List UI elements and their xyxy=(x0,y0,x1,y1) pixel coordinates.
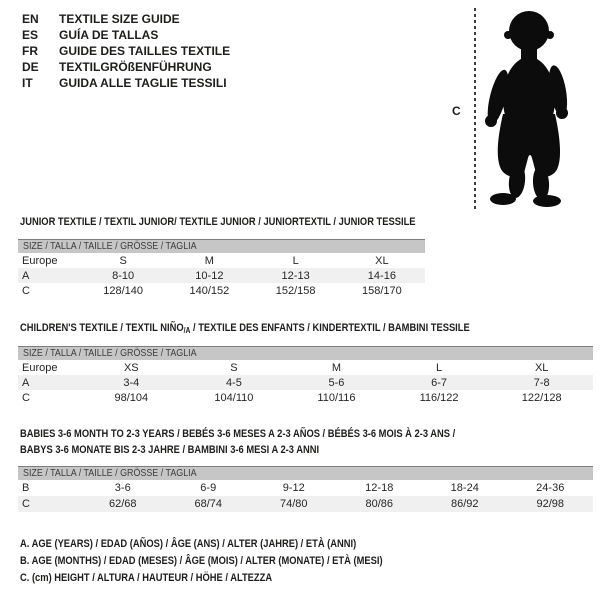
table-row xyxy=(18,480,593,496)
junior-size-table xyxy=(18,239,425,298)
table-row xyxy=(18,283,425,298)
language-code: IT xyxy=(22,76,33,90)
table-cell: 6-9 xyxy=(200,482,217,494)
language-title: GUIDE DES TAILLES TEXTILE xyxy=(59,44,231,58)
size-header-text: SIZE / TALLA / TAILLE / GRÖSSE / TAGLIA xyxy=(23,347,197,359)
table-cell: 158/170 xyxy=(361,284,402,297)
children-size-table xyxy=(18,346,593,405)
title-text-pre: CHILDREN'S TEXTILE / TEXTIL NIÑO xyxy=(20,322,184,334)
title-text-line2: BABYS 3-6 MONATE BIS 2-3 JAHRE / BAMBINI 3-6 MESI A 2-3 ANNI xyxy=(20,444,320,456)
table-cell: 152/158 xyxy=(275,284,316,297)
junior-table-title xyxy=(20,216,485,228)
table-cell: 14-16 xyxy=(367,269,396,282)
table-row xyxy=(18,253,425,268)
row-label: C xyxy=(22,391,30,404)
babies-size-table xyxy=(18,466,593,512)
language-title: TEXTILGRÖßENFÜHRUNG xyxy=(59,60,212,74)
table-cell: XL xyxy=(534,361,549,374)
table-cell: 140/152 xyxy=(189,284,230,297)
title-text-subscript: /A xyxy=(183,326,191,335)
table-row xyxy=(18,268,425,283)
size-header-text: SIZE / TALLA / TAILLE / GRÖSSE / TAGLIA xyxy=(23,467,197,479)
babies-table-title xyxy=(20,426,532,458)
table-cell: 12-13 xyxy=(281,269,310,282)
title-text xyxy=(20,322,470,335)
table-cell: 86/92 xyxy=(450,498,479,510)
table-cell: M xyxy=(331,361,342,374)
height-measure-dotted-line xyxy=(474,8,476,209)
table-cell: 6-7 xyxy=(431,376,448,389)
size-header-text: SIZE / TALLA / TAILLE / GRÖSSE / TAGLIA xyxy=(23,240,197,252)
language-title: GUIDA ALLE TAGLIE TESSILI xyxy=(59,76,227,90)
table-cell: 24-36 xyxy=(536,482,565,494)
table-cell: 98/104 xyxy=(114,391,149,404)
language-row xyxy=(22,11,230,27)
row-label: A xyxy=(22,269,30,282)
legend-line-c xyxy=(20,570,447,587)
language-row xyxy=(22,59,230,75)
table-cell: 92/98 xyxy=(536,498,565,510)
baby-silhouette-icon xyxy=(483,9,575,209)
table-cell: 116/122 xyxy=(419,391,459,404)
language-code: FR xyxy=(22,44,38,58)
legend-line-b xyxy=(20,553,447,570)
title-text-post: / TEXTILE DES ENFANTS / KINDERTEXTIL / BAMBINI TESSILE xyxy=(190,322,470,334)
language-title: GUÍA DE TALLAS xyxy=(59,28,159,42)
table-cell: S xyxy=(230,361,238,374)
babies-table xyxy=(18,480,593,512)
table-cell: L xyxy=(292,254,299,267)
table-cell: 110/116 xyxy=(317,391,356,404)
language-row xyxy=(22,75,230,91)
table-cell: 7-8 xyxy=(533,376,550,389)
row-label: C xyxy=(22,284,30,297)
table-cell: 5-6 xyxy=(328,376,345,389)
table-row xyxy=(18,360,593,375)
table-cell: XS xyxy=(123,361,139,374)
table-cell: 10-12 xyxy=(195,269,224,282)
measurement-legend xyxy=(20,536,447,587)
legend-text: C. (cm) HEIGHT / ALTURA / HAUTEUR / HÖHE / ALTEZZA xyxy=(20,572,273,584)
children-table-title xyxy=(20,322,549,335)
language-code: ES xyxy=(22,28,39,42)
table-cell: 128/140 xyxy=(103,284,143,297)
height-measure-label-c: C xyxy=(452,104,461,118)
table-cell: 80/86 xyxy=(365,498,394,510)
table-cell: 122/128 xyxy=(521,391,562,404)
language-row xyxy=(22,27,230,43)
table-cell: 18-24 xyxy=(450,482,479,494)
row-label: A xyxy=(22,376,30,389)
table-cell: 9-12 xyxy=(282,482,305,494)
junior-table xyxy=(18,253,425,298)
row-label: Europe xyxy=(22,361,58,374)
size-header-bar xyxy=(18,346,593,360)
language-title: TEXTILE SIZE GUIDE xyxy=(59,12,180,26)
size-header-bar xyxy=(18,466,593,480)
table-cell: 8-10 xyxy=(112,269,135,282)
row-label: Europe xyxy=(22,254,58,267)
table-row xyxy=(18,390,593,405)
title-text: JUNIOR TEXTILE / TEXTIL JUNIOR/ TEXTILE JUNIOR / JUNIORTEXTIL / JUNIOR TESSILE xyxy=(20,216,416,228)
language-title-list xyxy=(22,11,230,91)
table-cell: XL xyxy=(375,254,389,267)
table-cell: 68/74 xyxy=(194,498,223,510)
table-row xyxy=(18,375,593,390)
table-cell: 62/68 xyxy=(108,498,137,510)
table-cell: 4-5 xyxy=(225,376,242,389)
table-cell: 3-6 xyxy=(114,482,131,494)
table-row xyxy=(18,496,593,512)
table-cell: 104/110 xyxy=(214,391,254,404)
table-cell: 12-18 xyxy=(365,482,394,494)
legend-text: A. AGE (YEARS) / EDAD (AÑOS) / ÂGE (ANS) / ALTER (JAHRE) / ETÀ (ANNI) xyxy=(20,538,357,550)
table-cell: 3-4 xyxy=(123,376,140,389)
table-cell: L xyxy=(436,361,443,374)
children-table xyxy=(18,360,593,405)
table-cell: 74/80 xyxy=(279,498,308,510)
legend-line-a xyxy=(20,536,447,553)
title-text-line1: BABIES 3-6 MONTH TO 2-3 YEARS / BEBÉS 3-6 MESES A 2-3 AÑOS / BÉBÉS 3-6 MOIS À 2-3 ANS / xyxy=(20,428,456,440)
row-label: B xyxy=(22,482,30,494)
language-code: EN xyxy=(22,12,39,26)
table-cell: S xyxy=(119,254,127,267)
size-header-bar xyxy=(18,239,425,253)
language-code: DE xyxy=(22,60,39,74)
legend-text: B. AGE (MONTHS) / EDAD (MESES) / ÂGE (MOIS) / ALTER (MONATE) / ETÀ (MESI) xyxy=(20,555,383,567)
table-cell: M xyxy=(204,254,214,267)
language-row xyxy=(22,43,230,59)
row-label: C xyxy=(22,498,30,510)
